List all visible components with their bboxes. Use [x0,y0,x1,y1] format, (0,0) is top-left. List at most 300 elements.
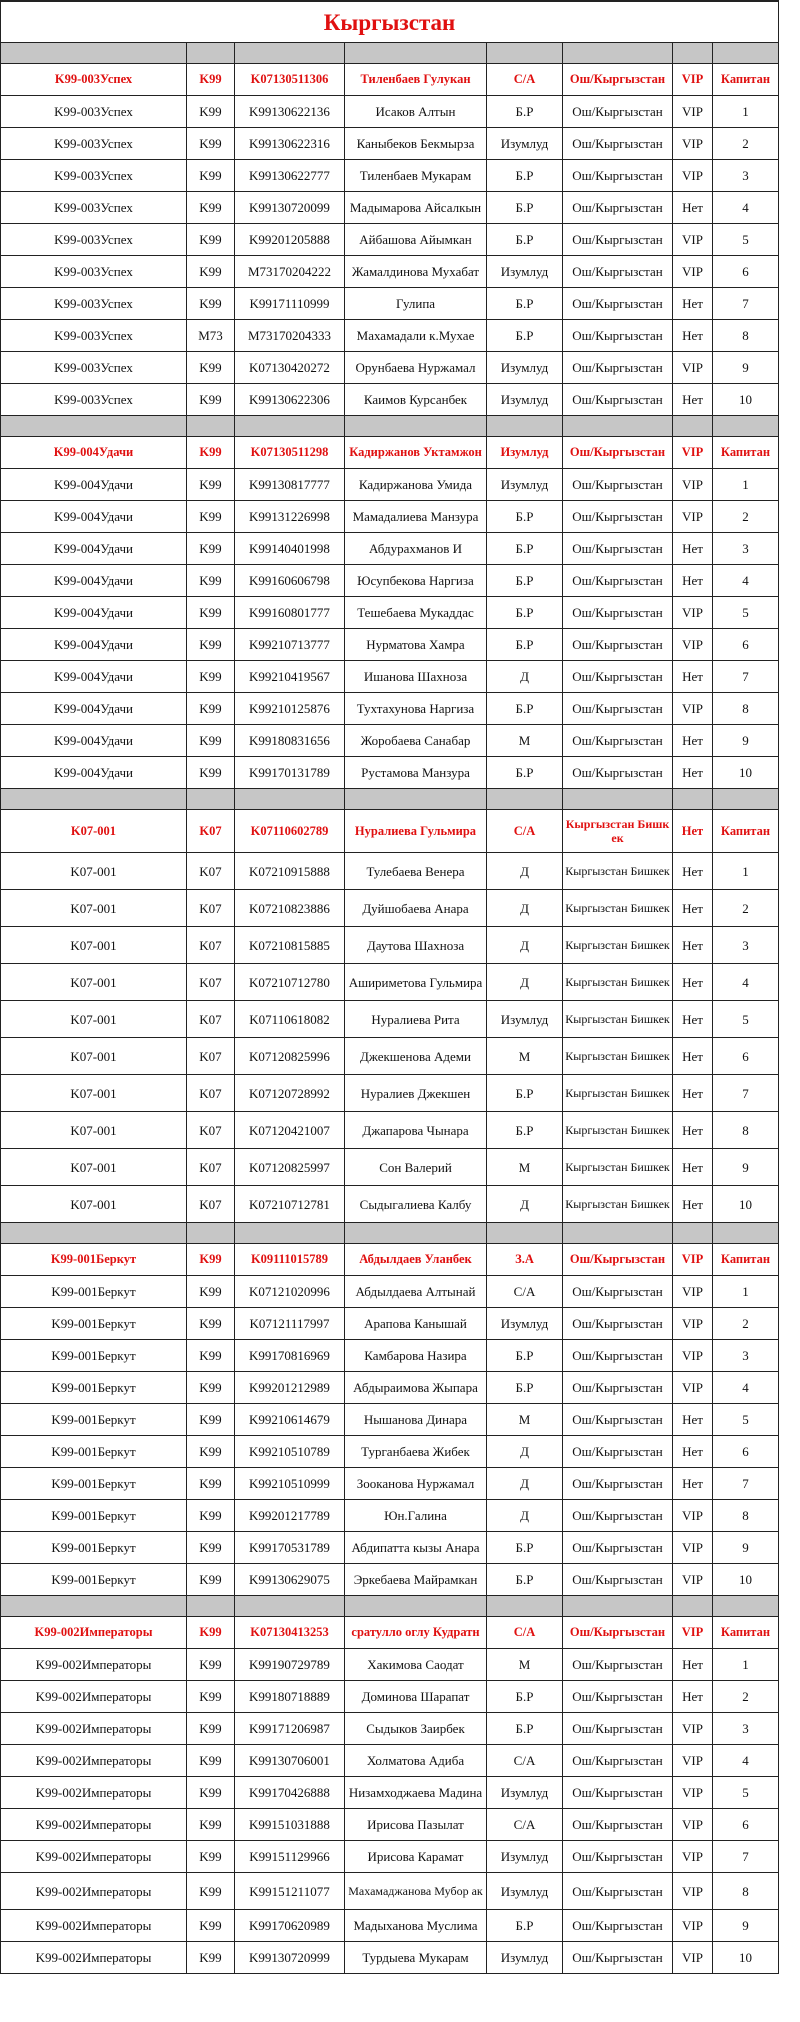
code-cell: K07 [187,853,235,890]
table-row [1,1075,779,1112]
id-cell: K07210712780 [235,964,345,1001]
team-cell: K07-001 [1,1149,187,1186]
name-cell: Арапова Канышай [345,1308,487,1340]
separator-cell [1,1223,187,1244]
team-cell: K99-003Успех [1,224,187,256]
rank-cell: Б.Р [487,597,563,629]
captain-row [1,1617,779,1649]
separator-cell [713,1596,779,1617]
name-cell: Исаков Алтын [345,96,487,128]
table-row [1,1308,779,1340]
city-cell: Ош/Кыргызстан [563,725,673,757]
city-cell: Ош/Кыргызстан [563,1910,673,1942]
status-cell: Нет [673,320,713,352]
team-cell: K99-004Удачи [1,533,187,565]
table-row [1,96,779,128]
table-row [1,1372,779,1404]
id-cell: K07120728992 [235,1075,345,1112]
position-cell: 5 [713,1001,779,1038]
code-cell: K07 [187,1001,235,1038]
name-cell: Кадиржанова Умида [345,469,487,501]
status-cell: VIP [673,1500,713,1532]
position-cell: 7 [713,1468,779,1500]
team-cell: K99-003Успех [1,384,187,416]
id-cell: K07210815885 [235,927,345,964]
id-cell: K99151129966 [235,1841,345,1873]
table-row [1,501,779,533]
captain-position-cell: Капитан [713,810,779,853]
code-cell: K99 [187,1436,235,1468]
status-cell: Нет [673,1149,713,1186]
team-cell: K99-001Беркут [1,1468,187,1500]
table-row [1,224,779,256]
status-cell: Нет [673,384,713,416]
rank-cell: Изумлуд [487,469,563,501]
captain-team-cell: K07-001 [1,810,187,853]
captain-row [1,437,779,469]
name-cell: Зооканова Нуржамал [345,1468,487,1500]
captain-position-cell: Капитан [713,64,779,96]
code-cell: K99 [187,352,235,384]
rank-cell: Б.Р [487,1713,563,1745]
separator-cell [713,43,779,64]
rank-cell: Б.Р [487,224,563,256]
table-row [1,597,779,629]
team-cell: K99-004Удачи [1,597,187,629]
city-cell: Ош/Кыргызстан [563,160,673,192]
name-cell: Тешебаева Мукаддас [345,597,487,629]
city-cell: Ош/Кыргызстан [563,757,673,789]
team-cell: K99-001Беркут [1,1276,187,1308]
separator-cell [563,1596,673,1617]
team-cell: K99-002Императоры [1,1841,187,1873]
separator-cell [187,1223,235,1244]
city-cell: Ош/Кыргызстан [563,288,673,320]
code-cell: K99 [187,1500,235,1532]
id-cell: K99170620989 [235,1910,345,1942]
city-cell: Ош/Кыргызстан [563,1276,673,1308]
table-row [1,1340,779,1372]
id-cell: K07110618082 [235,1001,345,1038]
status-cell: VIP [673,597,713,629]
code-cell: K99 [187,661,235,693]
name-cell: Мадымарова Айсалкын [345,192,487,224]
separator-cell [1,1596,187,1617]
table-row [1,1001,779,1038]
code-cell: K99 [187,1649,235,1681]
name-cell: Махамадали к.Мухае [345,320,487,352]
code-cell: K99 [187,501,235,533]
code-cell: K99 [187,1404,235,1436]
city-cell: Кыргызстан Бишкек [563,853,673,890]
rank-cell: Б.Р [487,1681,563,1713]
captain-position-cell: Капитан [713,1617,779,1649]
name-cell: Нышанова Динара [345,1404,487,1436]
team-cell: K99-001Беркут [1,1372,187,1404]
team-cell: K99-004Удачи [1,693,187,725]
rank-cell: Б.Р [487,320,563,352]
team-cell: K99-002Императоры [1,1777,187,1809]
table-row [1,725,779,757]
status-cell: Нет [673,927,713,964]
id-cell: K99130622136 [235,96,345,128]
code-cell: K99 [187,384,235,416]
city-cell: Ош/Кыргызстан [563,384,673,416]
code-cell: K07 [187,964,235,1001]
status-cell: Нет [673,725,713,757]
position-cell: 4 [713,192,779,224]
id-cell: K99210419567 [235,661,345,693]
city-cell: Ош/Кыргызстан [563,1308,673,1340]
table-row [1,693,779,725]
code-cell: K99 [187,757,235,789]
table-row [1,469,779,501]
status-cell: Нет [673,661,713,693]
group-separator [1,416,779,437]
name-cell: Хакимова Саодат [345,1649,487,1681]
rank-cell: Б.Р [487,1532,563,1564]
team-cell: K99-001Беркут [1,1340,187,1372]
captain-name-cell: Нуралиева Гульмира [345,810,487,853]
team-cell: K99-001Беркут [1,1404,187,1436]
name-cell: Мадыханова Муслима [345,1910,487,1942]
table-row [1,384,779,416]
team-cell: K99-004Удачи [1,501,187,533]
position-cell: 2 [713,890,779,927]
id-cell: K99201212989 [235,1372,345,1404]
city-cell: Ош/Кыргызстан [563,501,673,533]
table-row [1,1112,779,1149]
separator-cell [713,789,779,810]
team-cell: K99-003Успех [1,96,187,128]
position-cell: 9 [713,1910,779,1942]
position-cell: 10 [713,757,779,789]
city-cell: Ош/Кыргызстан [563,469,673,501]
name-cell: Сыдыгалиева Калбу [345,1186,487,1223]
city-cell: Ош/Кыргызстан [563,352,673,384]
name-cell: Тулебаева Венера [345,853,487,890]
table-row [1,160,779,192]
name-cell: Жоробаева Санабар [345,725,487,757]
table-row [1,1468,779,1500]
city-cell: Ош/Кыргызстан [563,128,673,160]
position-cell: 4 [713,1745,779,1777]
code-cell: M73 [187,320,235,352]
status-cell: Нет [673,1112,713,1149]
rank-cell: М [487,1649,563,1681]
captain-name-cell: Кадиржанов Уктамжон [345,437,487,469]
name-cell: Джекшенова Адеми [345,1038,487,1075]
status-cell: VIP [673,224,713,256]
rank-cell: М [487,725,563,757]
position-cell: 7 [713,661,779,693]
name-cell: Юн.Галина [345,1500,487,1532]
code-cell: K99 [187,1841,235,1873]
position-cell: 10 [713,1564,779,1596]
city-cell: Ош/Кыргызстан [563,1713,673,1745]
rank-cell: С/А [487,1276,563,1308]
code-cell: K99 [187,1713,235,1745]
name-cell: Сыдыков Заирбек [345,1713,487,1745]
table-row [1,352,779,384]
rank-cell: М [487,1404,563,1436]
id-cell: K99170816969 [235,1340,345,1372]
table-row [1,565,779,597]
id-cell: K99130720999 [235,1942,345,1974]
table-row [1,1649,779,1681]
code-cell: K99 [187,1468,235,1500]
captain-status-cell: VIP [673,1244,713,1276]
name-cell: Орунбаева Нуржамал [345,352,487,384]
team-cell: K99-002Императоры [1,1649,187,1681]
team-cell: K99-004Удачи [1,725,187,757]
position-cell: 6 [713,1038,779,1075]
name-cell: Тухтахунова Наргиза [345,693,487,725]
table-row [1,1564,779,1596]
table-row [1,320,779,352]
code-cell: K07 [187,927,235,964]
separator-cell [487,1223,563,1244]
captain-code-cell: K99 [187,64,235,96]
code-cell: K99 [187,1777,235,1809]
name-cell: Айбашова Айымкан [345,224,487,256]
id-cell: K07120825996 [235,1038,345,1075]
position-cell: 5 [713,1777,779,1809]
city-cell: Ош/Кыргызстан [563,96,673,128]
code-cell: K99 [187,256,235,288]
status-cell: Нет [673,890,713,927]
position-cell: 3 [713,1713,779,1745]
code-cell: K99 [187,1942,235,1974]
separator-cell [563,416,673,437]
id-cell: K99140401998 [235,533,345,565]
city-cell: Кыргызстан Бишкек [563,1038,673,1075]
city-cell: Кыргызстан Бишкек [563,1186,673,1223]
position-cell: 6 [713,1809,779,1841]
name-cell: Ирисова Карамат [345,1841,487,1873]
status-cell: VIP [673,501,713,533]
status-cell: VIP [673,1372,713,1404]
team-cell: K99-004Удачи [1,629,187,661]
separator-cell [487,416,563,437]
team-cell: K99-002Императоры [1,1745,187,1777]
status-cell: Нет [673,1681,713,1713]
captain-row [1,64,779,96]
position-cell: 8 [713,1112,779,1149]
position-cell: 5 [713,1404,779,1436]
table-row [1,1713,779,1745]
separator-cell [187,1596,235,1617]
captain-row [1,1244,779,1276]
rank-cell: Б.Р [487,96,563,128]
separator-cell [487,789,563,810]
separator-cell [187,416,235,437]
name-cell: Эркебаева Майрамкан [345,1564,487,1596]
team-cell: K99-003Успех [1,192,187,224]
separator-cell [673,1223,713,1244]
rank-cell: М [487,1038,563,1075]
name-cell: Каныбеков Бекмырза [345,128,487,160]
team-cell: K99-004Удачи [1,565,187,597]
code-cell: K99 [187,533,235,565]
city-cell: Ош/Кыргызстан [563,1564,673,1596]
team-cell: K07-001 [1,1186,187,1223]
table-row [1,128,779,160]
id-cell: K99210510789 [235,1436,345,1468]
captain-status-cell: Нет [673,810,713,853]
id-cell: K99210614679 [235,1404,345,1436]
team-cell: K07-001 [1,890,187,927]
id-cell: K99131226998 [235,501,345,533]
captain-rank-cell: С/А [487,1617,563,1649]
city-cell: Ош/Кыргызстан [563,1809,673,1841]
captain-city-cell: Ош/Кыргызстан [563,1244,673,1276]
team-cell: K99-003Успех [1,288,187,320]
separator-cell [235,1223,345,1244]
name-cell: Нурматова Хамра [345,629,487,661]
separator-cell [487,1596,563,1617]
separator-cell [1,43,187,64]
captain-row [1,810,779,853]
captain-city-cell: Ош/Кыргызстан [563,1617,673,1649]
status-cell: Нет [673,1186,713,1223]
city-cell: Ош/Кыргызстан [563,629,673,661]
id-cell: K99170531789 [235,1532,345,1564]
status-cell: VIP [673,1308,713,1340]
id-cell: K99130706001 [235,1745,345,1777]
name-cell: Юсупбекова Наргиза [345,565,487,597]
position-cell: 4 [713,964,779,1001]
separator-cell [673,416,713,437]
team-cell: K99-002Императоры [1,1873,187,1910]
table-row [1,256,779,288]
captain-id-cell: K07130511298 [235,437,345,469]
team-cell: K99-003Успех [1,256,187,288]
rank-cell: Изумлуд [487,384,563,416]
position-cell: 5 [713,224,779,256]
captain-team-cell: K99-004Удачи [1,437,187,469]
city-cell: Кыргызстан Бишкек [563,1001,673,1038]
captain-status-cell: VIP [673,1617,713,1649]
code-cell: K07 [187,1112,235,1149]
id-cell: K99201217789 [235,1500,345,1532]
captain-position-cell: Капитан [713,1244,779,1276]
captain-rank-cell: Изумлуд [487,437,563,469]
id-cell: K99171110999 [235,288,345,320]
city-cell: Ош/Кыргызстан [563,597,673,629]
status-cell: VIP [673,256,713,288]
code-cell: K99 [187,629,235,661]
code-cell: K99 [187,1873,235,1910]
separator-cell [235,43,345,64]
name-cell: Джапарова Чынара [345,1112,487,1149]
id-cell: K99130629075 [235,1564,345,1596]
code-cell: K99 [187,1745,235,1777]
position-cell: 3 [713,927,779,964]
team-cell: K99-001Беркут [1,1436,187,1468]
position-cell: 4 [713,565,779,597]
separator-cell [487,43,563,64]
rank-cell: Д [487,890,563,927]
rank-cell: Изумлуд [487,352,563,384]
separator-cell [235,789,345,810]
group-separator [1,789,779,810]
team-cell: K99-004Удачи [1,661,187,693]
captain-status-cell: VIP [673,437,713,469]
code-cell: K99 [187,1532,235,1564]
table-row [1,757,779,789]
rank-cell: Д [487,964,563,1001]
name-cell: Турганбаева Жибек [345,1436,487,1468]
city-cell: Кыргызстан Бишкек [563,927,673,964]
captain-team-cell: K99-003Успех [1,64,187,96]
id-cell: K07210915888 [235,853,345,890]
position-cell: 1 [713,1276,779,1308]
id-cell: K07120421007 [235,1112,345,1149]
status-cell: Нет [673,533,713,565]
status-cell: Нет [673,565,713,597]
position-cell: 7 [713,1841,779,1873]
rank-cell: Изумлуд [487,1873,563,1910]
id-cell: K99130817777 [235,469,345,501]
captain-name-cell: Тиленбаев Гулукан [345,64,487,96]
team-cell: K99-001Беркут [1,1308,187,1340]
name-cell: Ирисова Пазылат [345,1809,487,1841]
status-cell: VIP [673,1564,713,1596]
status-cell: Нет [673,1075,713,1112]
position-cell: 8 [713,693,779,725]
separator-cell [235,1596,345,1617]
name-cell: Абдурахманов И [345,533,487,565]
name-cell: Абдылдаева Алтынай [345,1276,487,1308]
team-cell: K07-001 [1,964,187,1001]
captain-id-cell: K07130413253 [235,1617,345,1649]
city-cell: Ош/Кыргызстан [563,1468,673,1500]
name-cell: Каимов Курсанбек [345,384,487,416]
city-cell: Ош/Кыргызстан [563,192,673,224]
rank-cell: Изумлуд [487,1942,563,1974]
status-cell: VIP [673,693,713,725]
table-row [1,533,779,565]
position-cell: 1 [713,96,779,128]
city-cell: Ош/Кыргызстан [563,1500,673,1532]
id-cell: K99170131789 [235,757,345,789]
captain-name-cell: Абдылдаев Уланбек [345,1244,487,1276]
city-cell: Ош/Кыргызстан [563,1777,673,1809]
table-row [1,1942,779,1974]
position-cell: 7 [713,288,779,320]
city-cell: Ош/Кыргызстан [563,1942,673,1974]
rank-cell: Изумлуд [487,1841,563,1873]
table-row [1,1777,779,1809]
table-row [1,1532,779,1564]
name-cell: Даутова Шахноза [345,927,487,964]
city-cell: Кыргызстан Бишкек [563,890,673,927]
separator-cell [235,416,345,437]
table-row [1,1910,779,1942]
rank-cell: С/А [487,1809,563,1841]
captain-code-cell: K99 [187,1617,235,1649]
city-cell: Кыргызстан Бишкек [563,1112,673,1149]
code-cell: K99 [187,565,235,597]
position-cell: 2 [713,1308,779,1340]
name-cell: Холматова Адиба [345,1745,487,1777]
name-cell: Нуралиева Рита [345,1001,487,1038]
captain-id-cell: K07130511306 [235,64,345,96]
id-cell: K99210510999 [235,1468,345,1500]
status-cell: Нет [673,964,713,1001]
code-cell: K99 [187,1308,235,1340]
